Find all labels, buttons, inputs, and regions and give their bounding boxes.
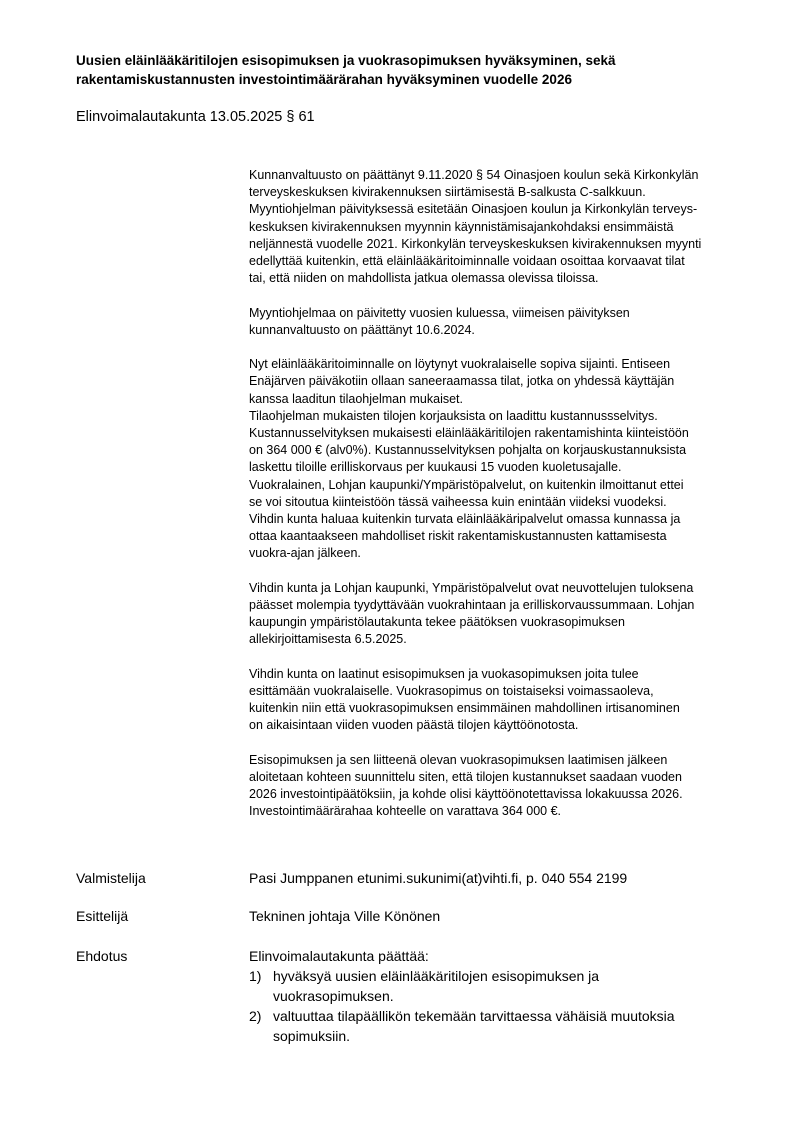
text-line: sopimuksiin. [273,1028,351,1044]
text-line: vuokra-ajan jälkeen. [249,546,361,561]
text-line: Vihdin kunta on laatinut esisopimuksen ja vuokasopimuksen joita tulee [249,666,639,681]
text-line: on 364 000 € (alv0%). Kustannusselvityksen pohjalta on korjauskustannuksista [249,443,687,458]
text-line: Investointimäärärahaa kohteelle on varattava 364 000 €. [249,804,562,819]
text-line: tai, että niiden on mahdollista jatkua olemassa olevissa tiloissa. [249,271,599,286]
paragraph [249,752,749,821]
text-line: edellyttää kuitenkin, että eläinlääkäritoiminnalle voidaan osoittaa korvaavat tilat [249,254,685,269]
proposal-label: Ehdotus [76,948,128,964]
text-line: aloitetaan kohteen suunnittelu siten, että tilojen kustannukset saadaan vuoden [249,770,682,785]
paragraph [249,580,749,649]
proposal-item [249,966,729,1006]
text-line: 2026 investointipäätöksiin, ja kohde olisi käyttöönotettavissa lokakuussa 2026. [249,787,683,802]
text-line: Vihdin kunta haluaa kuitenkin turvata eläinlääkäripalvelut omassa kunnassa ja [249,512,681,527]
text-line: laskettu tiloille erilliskorvaus per kuukausi 15 vuoden kuoletusajalle. [249,460,622,475]
proposal-item-number: 1) [249,968,262,984]
text-line: kunnanvaltuusto on päättänyt 10.6.2024. [249,322,475,337]
paragraph [249,666,749,735]
text-line: Kustannusselvityksen mukaisesti eläinlääkäritilojen rakentamishinta kiinteistöön [249,426,689,441]
text-line: kanssa laaditun tilaohjelman mukaiset. [249,391,464,406]
text-line: valtuuttaa tilapäällikön tekemään tarvittaessa vähäisiä muutoksia [273,1008,675,1024]
document-title [76,51,716,89]
proposal-list [249,966,729,1046]
paragraph [249,167,749,287]
text-line: Kunnanvaltuusto on päättänyt 9.11.2020 § 54 Oinasjoen koulun sekä Kirkonkylän [249,168,699,182]
text-line: ottaa kaantaakseen mahdolliset riskit rakentamiskustannusten kattamisesta [249,529,667,544]
text-line: on aikaisintaan viiden vuoden päästä tilojen käyttöönotosta. [249,718,579,733]
text-line: Tilaohjelman mukaisten tilojen korjauksista on laadittu kustannussselvitys. [249,408,658,423]
description-body [249,167,749,838]
text-line: vuokrasopimuksen. [273,988,394,1004]
presenter-label: Esittelijä [76,908,129,924]
text-line: allekirjoittamisesta 6.5.2025. [249,632,407,647]
preparer-label: Valmistelija [76,870,146,886]
meeting-reference: Elinvoimalautakunta 13.05.2025 § 61 [76,109,315,125]
paragraph [249,305,749,339]
text-line: Vuokralainen, Lohjan kaupunki/Ympäristöpalvelut, on kuitenkin ilmoittanut ettei [249,477,684,492]
paragraph [249,356,749,562]
text-line: hyväksyä uusien eläinlääkäritilojen esisopimuksen ja [273,968,600,984]
text-line: neljännestä vuodelle 2021. Kirkonkylän terveyskeskuksen kivirakennuksen myynti [249,236,702,251]
proposal-section [249,946,729,1046]
text-line: Enäjärven päiväkotiin ollaan saneeraamassa tilat, jotka on yhdessä käyttäjän [249,374,675,389]
text-line: Myyntiohjelmaa on päivitetty vuosien kuluessa, viimeisen päivityksen [249,305,630,320]
title-line: Uusien eläinlääkäritilojen esisopimuksen ja vuokrasopimuksen hyväksyminen, sekä [76,53,616,68]
proposal-item [249,1006,729,1046]
text-line: kaupungin ympäristölautakunta tekee päätöksen vuokrasopimuksen [249,615,625,630]
title-line: rakentamiskustannusten investointimäärärahan hyväksyminen vuodelle 2026 [76,72,572,87]
text-line: kuitenkin niin että vuokrasopimuksen ensimmäinen mahdollinen irtisanominen [249,701,680,716]
text-line: keskuksen kivirakennuksen myynnin käynnistämisajankohdaksi ensimmäistä [249,219,674,234]
text-line: se voi sitoutua kiinteistöön tässä vaiheessa kuin enintään viideksi vuodeksi. [249,494,667,509]
text-line: Esisopimuksen ja sen liitteenä olevan vuokrasopimuksen laatimisen jälkeen [249,752,668,767]
preparer-value: Pasi Jumppanen etunimi.sukunimi(at)vihti.fi, p. 040 554 2199 [249,870,628,886]
text-line: Vihdin kunta ja Lohjan kaupunki, Ympäristöpalvelut ovat neuvottelujen tuloksena [249,580,694,595]
text-line: Nyt eläinlääkäritoiminnalle on löytynyt vuokralaiselle sopiva sijainti. Entiseen [249,357,671,372]
text-line: terveyskeskuksen kivirakennuksen siirtämisestä B-salkusta C-salkkuun. [249,185,646,200]
presenter-value: Tekninen johtaja Ville Könönen [249,908,441,924]
text-line: esittämään vuokralaiselle. Vuokrasopimus on toistaiseksi voimassaoleva, [249,684,654,699]
proposal-intro: Elinvoimalautakunta päättää: [249,948,429,964]
proposal-item-number: 2) [249,1008,262,1024]
text-line: Myyntiohjelman päivityksessä esitetään Oinasjoen koulun ja Kirkonkylän terveys- [249,202,698,217]
text-line: päässet molempia tyydyttävään vuokrahintaan ja erilliskorvaussummaan. Lohjan [249,598,695,613]
